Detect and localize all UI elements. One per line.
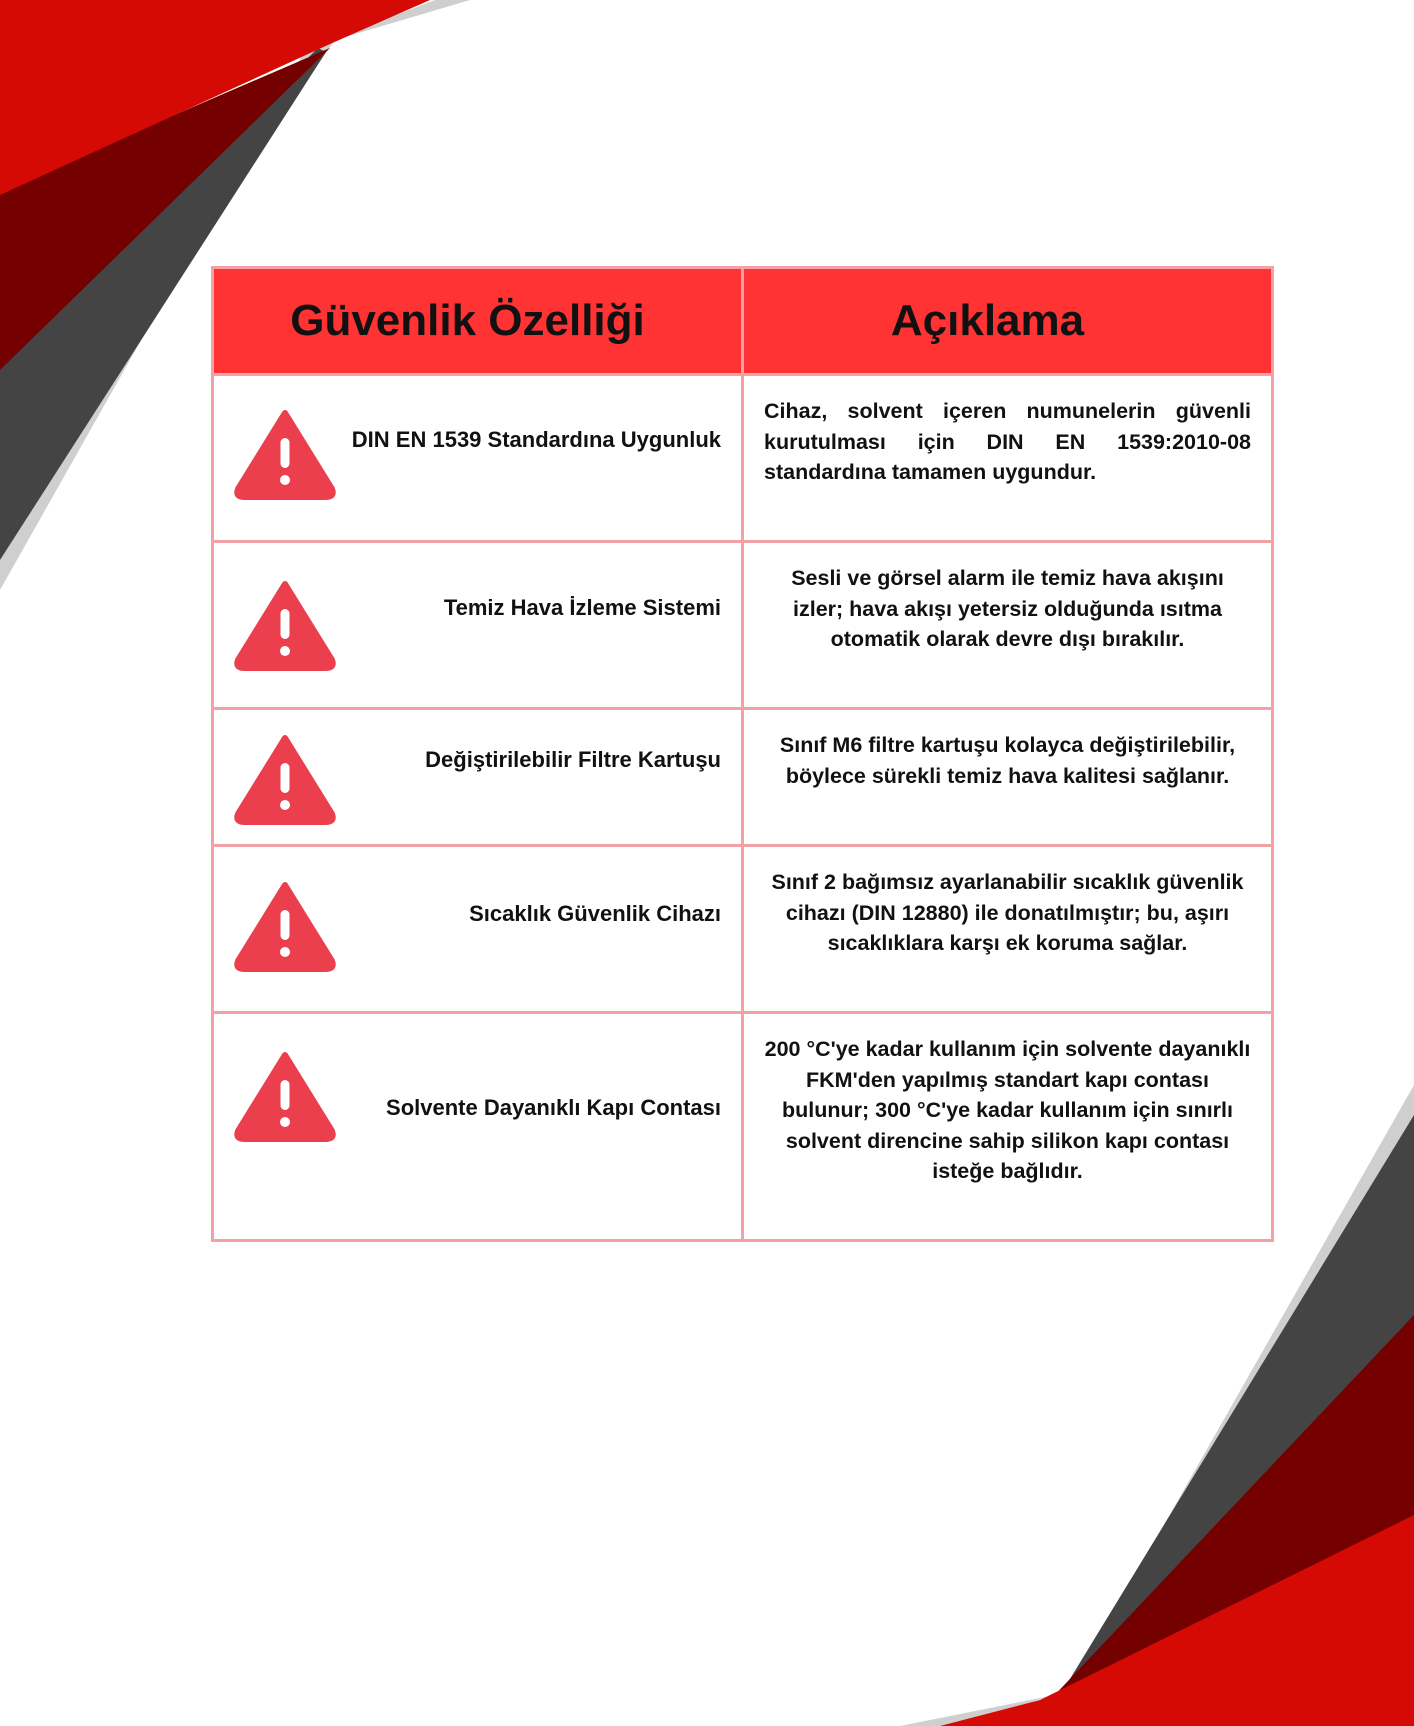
feature-cell xyxy=(213,375,743,542)
feature-cell xyxy=(213,1013,743,1241)
warning-icon xyxy=(232,405,338,501)
warning-icon xyxy=(232,877,338,973)
description-text: Sesli ve görsel alarm ile temiz hava akışını izler; hava akışı yetersiz olduğunda ısıtma otomatik olarak devre dışı bırakılır. xyxy=(791,566,1224,651)
description-text: Sınıf 2 bağımsız ayarlanabilir sıcaklık güvenlik cihazı (DIN 12880) ile donatılmıştır; bu, aşırı sıcaklıklara karşı ek koruma sağlar. xyxy=(771,870,1244,955)
description-cell xyxy=(743,709,1273,846)
header-description: Açıklama xyxy=(743,268,1273,375)
table-row xyxy=(213,375,1273,542)
header-feature: Güvenlik Özelliği xyxy=(213,268,743,375)
description-cell xyxy=(743,542,1273,709)
warning-icon xyxy=(232,576,338,672)
feature-label: Temiz Hava İzleme Sistemi xyxy=(443,595,721,620)
table-header-row xyxy=(213,268,1273,375)
safety-features-table xyxy=(211,266,1274,1242)
warning-icon xyxy=(232,730,338,826)
description-cell xyxy=(743,375,1273,542)
warning-icon xyxy=(232,1047,338,1143)
feature-label: DIN EN 1539 Standardına Uygunluk xyxy=(351,427,721,452)
description-cell xyxy=(743,1013,1273,1241)
feature-cell xyxy=(213,709,743,846)
description-text: 200 °C'ye kadar kullanım için solvente dayanıklı FKM'den yapılmış standart kapı contası bulunur; 300 °C'ye kadar kullanım için sınırlı solvent direncine sahip silikon kapı contası isteğe bağlıdır. xyxy=(764,1037,1251,1183)
table-row xyxy=(213,542,1273,709)
description-text: Cihaz, solvent içeren numunelerin güvenli kurutulması için DIN EN 1539:2010-08 standardına tamamen uygundur. xyxy=(764,399,1251,484)
table-row xyxy=(213,709,1273,846)
feature-cell xyxy=(213,542,743,709)
feature-label: Sıcaklık Güvenlik Cihazı xyxy=(469,901,721,926)
feature-label: Değiştirilebilir Filtre Kartuşu xyxy=(425,747,721,772)
description-cell xyxy=(743,846,1273,1013)
feature-cell xyxy=(213,846,743,1013)
table-row xyxy=(213,846,1273,1013)
description-text: Sınıf M6 filtre kartuşu kolayca değiştirilebilir, böylece sürekli temiz hava kalitesi sağlanır. xyxy=(779,733,1236,788)
table-row xyxy=(213,1013,1273,1241)
feature-label: Solvente Dayanıklı Kapı Contası xyxy=(386,1095,721,1120)
